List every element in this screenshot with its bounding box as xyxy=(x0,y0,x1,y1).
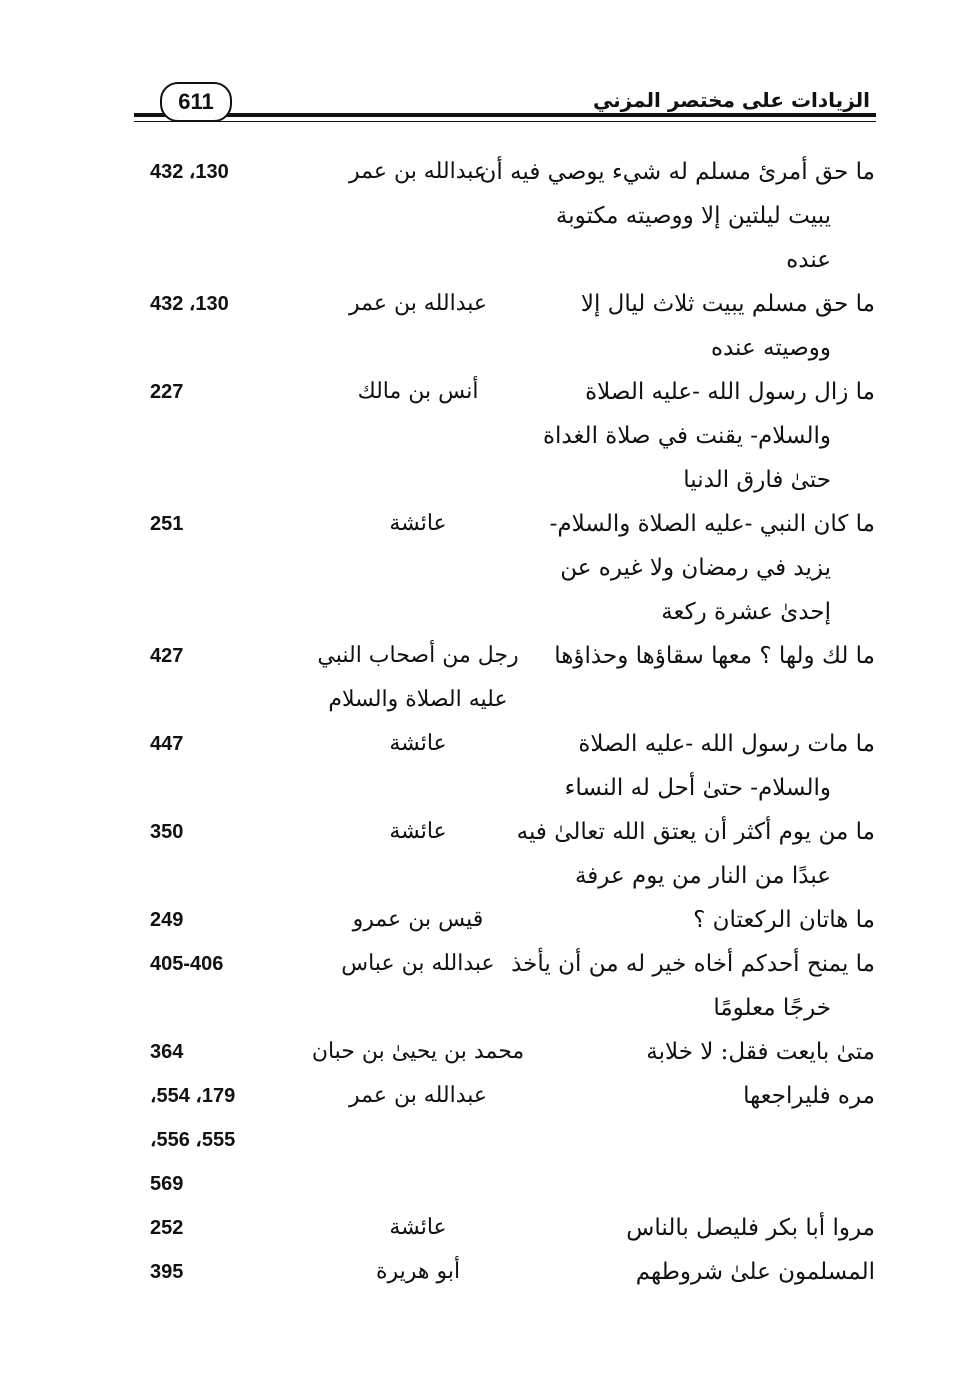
index-entry xyxy=(0,722,953,810)
narrator xyxy=(278,150,558,194)
hadith-text-line: عبدًا من النار من يوم عرفة xyxy=(574,863,831,889)
narrator xyxy=(278,502,558,546)
hadith-text xyxy=(505,634,875,678)
hadith-text-line: عنده xyxy=(786,247,831,273)
page-reference-line: 130، 432 xyxy=(150,293,229,315)
hadith-text-line: متىٰ بايعت فقل: لا خلابة xyxy=(646,1039,875,1065)
hadith-text-line: المسلمون علىٰ شروطهم xyxy=(635,1259,875,1285)
page-references xyxy=(150,282,280,326)
narrator-line: عائشة xyxy=(389,1215,447,1240)
page-reference-line: 555، 556، xyxy=(150,1129,236,1151)
narrator xyxy=(278,1206,558,1250)
header-rule-thin xyxy=(134,121,876,122)
page-reference-line: 251 xyxy=(150,513,184,535)
page-references xyxy=(150,1250,280,1294)
hadith-text-line: ما مات رسول الله -عليه الصلاة xyxy=(578,731,875,757)
hadith-text-line: ما زال رسول الله -عليه الصلاة xyxy=(585,379,875,405)
narrator xyxy=(278,634,558,722)
hadith-text xyxy=(505,1030,875,1074)
page-references xyxy=(150,150,280,194)
index-entry xyxy=(0,1206,953,1250)
narrator-line: محمد بن يحيىٰ بن حبان xyxy=(311,1039,525,1064)
hadith-text xyxy=(505,810,875,898)
page-reference-line: 179، 554، xyxy=(150,1085,236,1107)
narrator xyxy=(278,1074,558,1118)
hadith-text-line: ما حق مسلم يبيت ثلاث ليال إلا xyxy=(580,291,875,317)
narrator-line: عائشة xyxy=(389,819,447,844)
page-reference-line: 252 xyxy=(150,1217,184,1239)
narrator xyxy=(278,370,558,414)
page-references xyxy=(150,810,280,854)
hadith-text-line: مروا أبا بكر فليصل بالناس xyxy=(626,1215,875,1241)
page-reference-line: 427 xyxy=(150,645,184,667)
hadith-text xyxy=(505,1074,875,1118)
hadith-text-line: ما هاتان الركعتان ؟ xyxy=(693,907,875,933)
page-references xyxy=(150,634,280,678)
hadith-text xyxy=(505,1206,875,1250)
page-references xyxy=(150,1206,280,1250)
narrator-line: أنس بن مالك xyxy=(357,379,479,404)
hadith-text-line: يبيت ليلتين إلا ووصيته مكتوبة xyxy=(555,203,831,229)
page-references xyxy=(150,502,280,546)
hadith-text-line: والسلام- يقنت في صلاة الغداة xyxy=(542,423,831,449)
running-header xyxy=(134,82,876,128)
narrator xyxy=(278,282,558,326)
index-entry xyxy=(0,1250,953,1294)
index-entry xyxy=(0,898,953,942)
page-references xyxy=(150,1030,280,1074)
narrator-line: عبدالله بن عمر xyxy=(348,159,488,184)
narrator-line: عبدالله بن عمر xyxy=(348,1083,488,1108)
index-entry xyxy=(0,282,953,370)
hadith-text xyxy=(505,502,875,634)
page-reference-line: 405-406 xyxy=(150,953,224,975)
hadith-text xyxy=(505,898,875,942)
page-reference-line: 364 xyxy=(150,1041,184,1063)
page-reference-line: 227 xyxy=(150,381,184,403)
page-reference-line: 447 xyxy=(150,733,184,755)
hadith-text-line: ما لك ولها ؟ معها سقاؤها وحذاؤها xyxy=(554,643,875,669)
narrator-line: قيس بن عمرو xyxy=(352,907,484,932)
index-entry xyxy=(0,1074,953,1206)
index-entry xyxy=(0,502,953,634)
page-references xyxy=(150,1074,280,1206)
narrator xyxy=(278,722,558,766)
hadith-text-line: يزيد في رمضان ولا غيره عن xyxy=(560,555,831,581)
index-entry xyxy=(0,370,953,502)
hadith-text xyxy=(505,1250,875,1294)
narrator-line: أبو هريرة xyxy=(375,1259,461,1284)
narrator-line: عبدالله بن عمر xyxy=(348,291,488,316)
hadith-text xyxy=(505,942,875,1030)
index-entry xyxy=(0,634,953,722)
narrator xyxy=(278,1250,558,1294)
hadith-text xyxy=(505,722,875,810)
hadith-text-line: حتىٰ فارق الدنيا xyxy=(683,467,831,493)
narrator xyxy=(278,898,558,942)
index-entry xyxy=(0,810,953,898)
hadith-text-line: إحدىٰ عشرة ركعة xyxy=(661,599,831,625)
hadith-text-line: والسلام- حتىٰ أحل له النساء xyxy=(564,775,831,801)
narrator-line: عائشة xyxy=(389,511,447,536)
index-entry xyxy=(0,1030,953,1074)
hadith-text-line: مره فليراجعها xyxy=(743,1083,875,1109)
page-reference-line: 130، 432 xyxy=(150,161,229,183)
hadith-index-list xyxy=(0,150,953,1294)
hadith-text xyxy=(505,282,875,370)
page-references xyxy=(150,898,280,942)
index-entry xyxy=(0,942,953,1030)
narrator-line: رجل من أصحاب النبي xyxy=(317,643,519,668)
narrator-line: عبدالله بن عباس xyxy=(341,951,495,976)
header-rule-thick xyxy=(134,113,876,117)
page-number-badge: 611 xyxy=(160,82,232,122)
hadith-text xyxy=(479,150,875,282)
narrator xyxy=(278,1030,558,1074)
hadith-text-line: خرجًا معلومًا xyxy=(713,995,831,1021)
narrator-line: عائشة xyxy=(389,731,447,756)
hadith-text xyxy=(505,370,875,502)
hadith-text-line: ما كان النبي -عليه الصلاة والسلام- xyxy=(549,511,875,537)
narrator xyxy=(278,942,558,986)
hadith-text-line: ما حق أمرئ مسلم له شيء يوصي فيه أن xyxy=(479,159,875,185)
hadith-text-line: ما يمنح أحدكم أخاه خير له من أن يأخذ xyxy=(511,951,875,977)
index-entry xyxy=(0,150,953,282)
page-references xyxy=(150,370,280,414)
page-references xyxy=(150,942,280,986)
page-reference-line: 395 xyxy=(150,1261,184,1283)
page-reference-line: 350 xyxy=(150,821,184,843)
book-title: الزيادات على مختصر المزني xyxy=(592,88,870,112)
page-references xyxy=(150,722,280,766)
page-reference-line: 569 xyxy=(150,1173,184,1195)
narrator-line: عليه الصلاة والسلام xyxy=(328,687,508,712)
narrator xyxy=(278,810,558,854)
hadith-text-line: ووصيته عنده xyxy=(710,335,831,361)
hadith-text-line: ما من يوم أكثر أن يعتق الله تعالىٰ فيه xyxy=(516,819,875,845)
page-reference-line: 249 xyxy=(150,909,184,931)
